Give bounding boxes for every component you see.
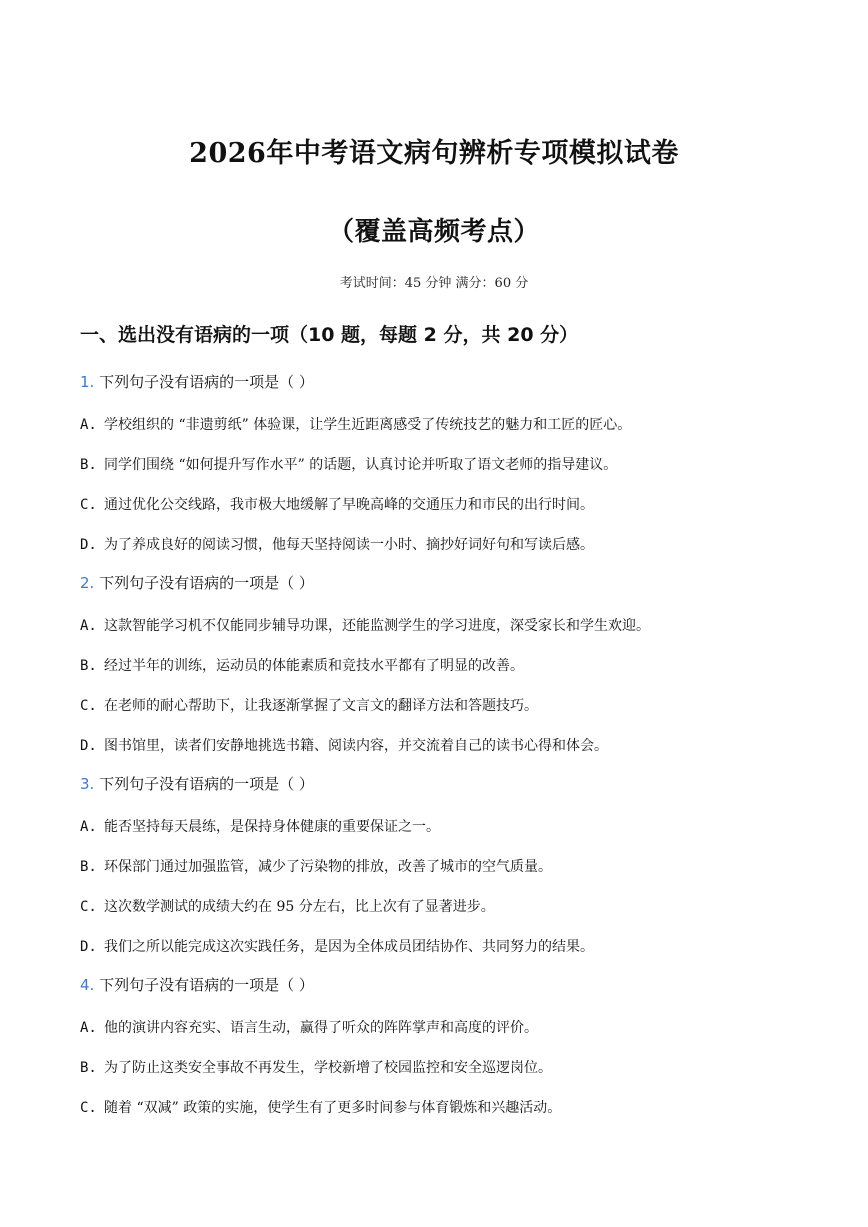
option-item bbox=[80, 454, 617, 474]
option-item bbox=[80, 1097, 561, 1117]
question-number: 4. bbox=[80, 976, 95, 994]
option-text: 图书馆里，读者们安静地挑选书籍、阅读内容，并交流着自己的读书心得和体会。 bbox=[104, 738, 608, 754]
option-item bbox=[80, 615, 650, 635]
option-label: C. bbox=[80, 497, 97, 513]
option-text: 在老师的耐心帮助下，让我逐渐掌握了文言文的翻译方法和答题技巧。 bbox=[104, 698, 538, 714]
question-stem bbox=[80, 572, 314, 593]
option-item bbox=[80, 534, 594, 554]
option-text: 我们之所以能完成这次实践任务，是因为全体成员团结协作、共同努力的结果。 bbox=[104, 939, 594, 955]
question-text: 下列句子没有语病的一项是（ ） bbox=[99, 574, 314, 592]
option-label: B. bbox=[80, 859, 97, 875]
question-number: 3. bbox=[80, 775, 95, 793]
option-text: 经过半年的训练，运动员的体能素质和竞技水平都有了明显的改善。 bbox=[104, 658, 524, 674]
option-text: 通过优化公交线路，我市极大地缓解了早晚高峰的交通压力和市民的出行时间。 bbox=[104, 497, 594, 513]
page-subtitle: （覆盖高频考点） bbox=[327, 217, 540, 247]
exam-meta: 考试时间：45 分钟 满分：60 分 bbox=[339, 276, 529, 291]
section-heading: 一、选出没有语病的一项（10 题，每题 2 分，共 20 分） bbox=[80, 324, 579, 346]
option-text: 为了防止这类安全事故不再发生，学校新增了校园监控和安全巡逻岗位。 bbox=[104, 1060, 552, 1076]
option-text: 他的演讲内容充实、语言生动，赢得了听众的阵阵掌声和高度的评价。 bbox=[104, 1020, 538, 1036]
question-text: 下列句子没有语病的一项是（ ） bbox=[99, 775, 314, 793]
option-text: 能否坚持每天晨练，是保持身体健康的重要保证之一。 bbox=[104, 819, 440, 835]
option-text: 同学们围绕 “如何提升写作水平” 的话题，认真讨论并听取了语文老师的指导建议。 bbox=[104, 457, 618, 473]
option-text: 环保部门通过加强监管，减少了污染物的排放，改善了城市的空气质量。 bbox=[104, 859, 552, 875]
option-item bbox=[80, 414, 631, 434]
option-item bbox=[80, 896, 495, 916]
option-item bbox=[80, 936, 594, 956]
option-label: A. bbox=[80, 417, 97, 433]
option-label: B. bbox=[80, 658, 97, 674]
option-text: 随着 “双减” 政策的实施，使学生有了更多时间参与体育锻炼和兴趣活动。 bbox=[104, 1100, 562, 1116]
question-number: 1. bbox=[80, 373, 95, 391]
question-stem bbox=[80, 773, 314, 794]
option-text: 这次数学测试的成绩大约在 95 分左右，比上次有了显著进步。 bbox=[104, 899, 495, 915]
question-number: 2. bbox=[80, 574, 95, 592]
option-item bbox=[80, 494, 594, 514]
option-item bbox=[80, 816, 440, 836]
option-label: C. bbox=[80, 1100, 97, 1116]
option-item bbox=[80, 1057, 552, 1077]
option-label: D. bbox=[80, 939, 97, 955]
option-item bbox=[80, 1017, 538, 1037]
question-text: 下列句子没有语病的一项是（ ） bbox=[99, 976, 314, 994]
option-label: D. bbox=[80, 537, 97, 553]
option-text: 为了养成良好的阅读习惯，他每天坚持阅读一小时、摘抄好词好句和写读后感。 bbox=[104, 537, 594, 553]
option-text: 学校组织的 “非遗剪纸” 体验课，让学生近距离感受了传统技艺的魅力和工匠的匠心。 bbox=[104, 417, 632, 433]
option-item bbox=[80, 735, 608, 755]
question-stem bbox=[80, 974, 314, 995]
option-label: A. bbox=[80, 1020, 97, 1036]
option-item bbox=[80, 655, 524, 675]
option-label: B. bbox=[80, 1060, 97, 1076]
option-label: D. bbox=[80, 738, 97, 754]
option-label: A. bbox=[80, 819, 97, 835]
question-stem bbox=[80, 371, 314, 392]
option-item bbox=[80, 856, 552, 876]
option-label: B. bbox=[80, 457, 97, 473]
option-text: 这款智能学习机不仅能同步辅导功课，还能监测学生的学习进度，深受家长和学生欢迎。 bbox=[104, 618, 650, 634]
question-text: 下列句子没有语病的一项是（ ） bbox=[99, 373, 314, 391]
page-title: 2026年中考语文病句辨析专项模拟试卷 bbox=[189, 138, 679, 169]
option-label: A. bbox=[80, 618, 97, 634]
option-item bbox=[80, 695, 538, 715]
option-label: C. bbox=[80, 698, 97, 714]
option-label: C. bbox=[80, 899, 97, 915]
